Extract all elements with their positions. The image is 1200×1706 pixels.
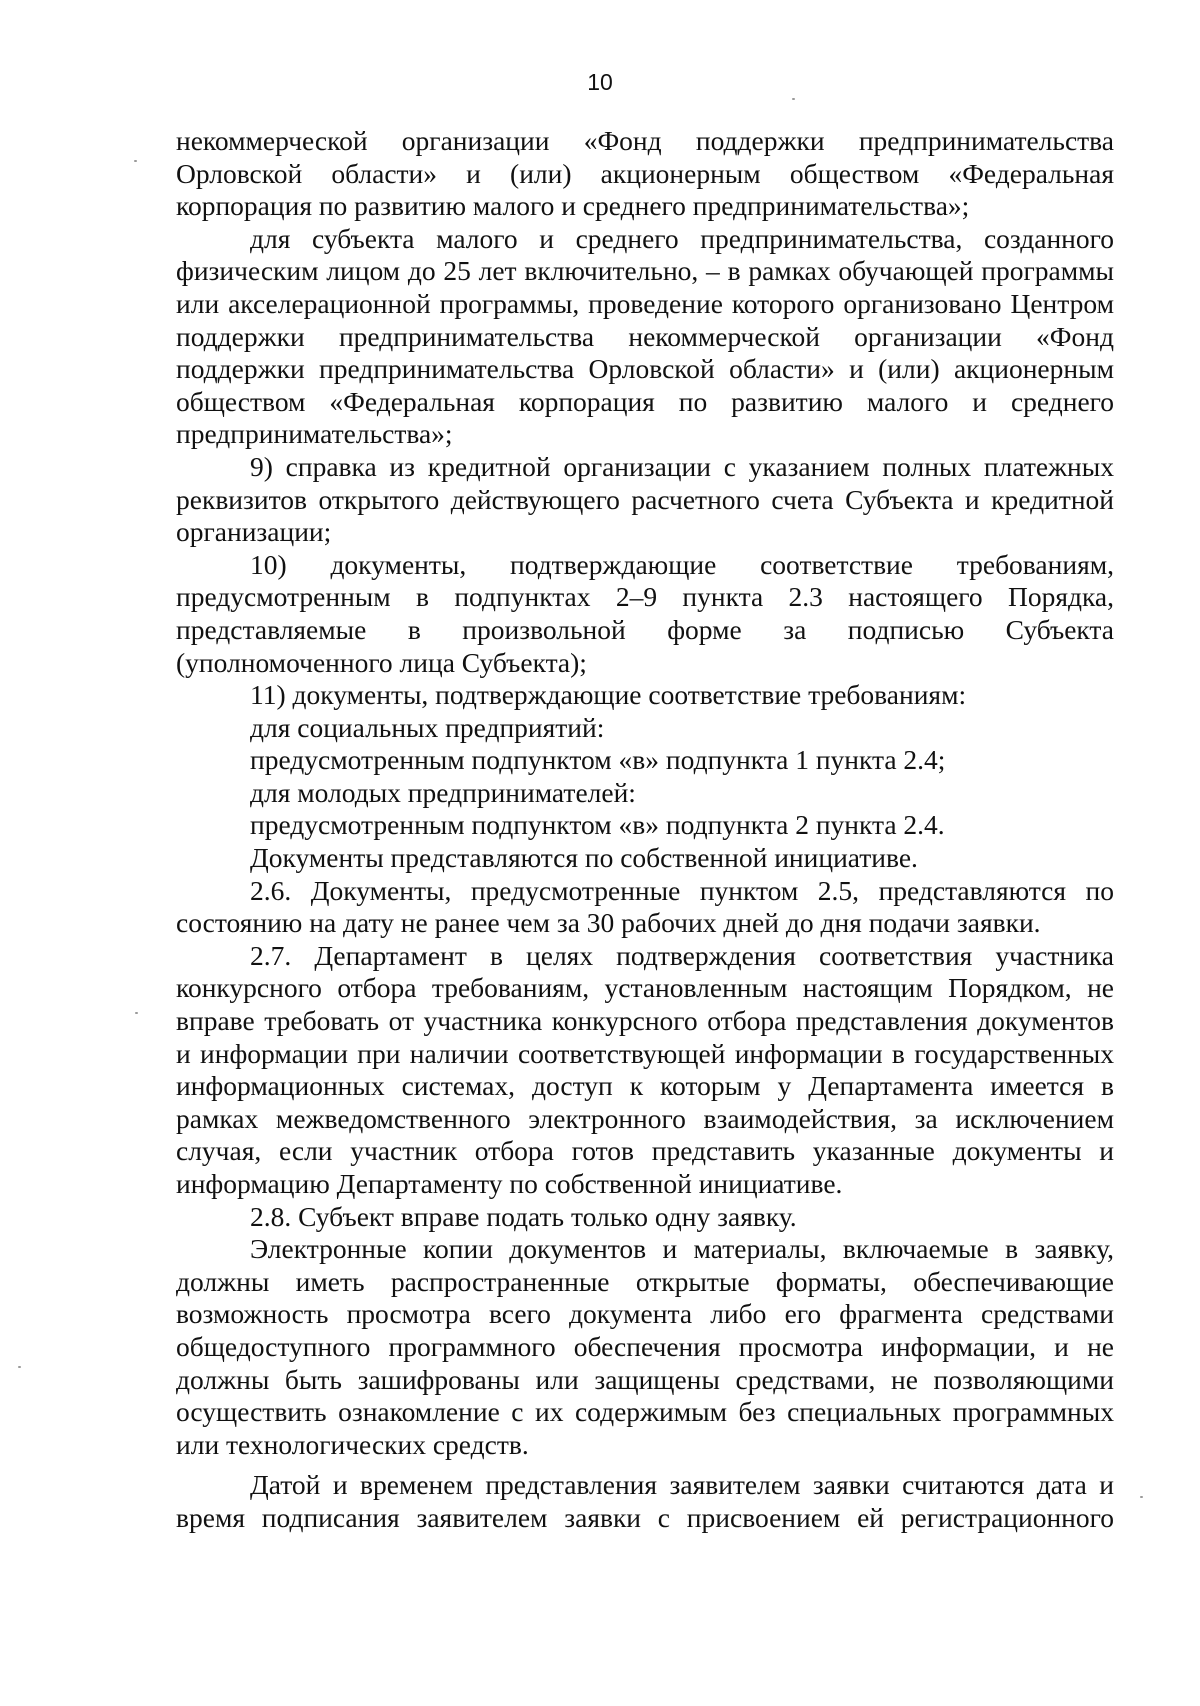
paragraph-item-10: 10) документы, подтверждающие соответствие требованиям, предусмотренным в подпунктах 2–9 пункта 2.3 настоящего Порядка, представляемые в произвольной форме за подписью Субъекта (уполномоченного лица Субъекта); (176, 548, 1114, 678)
scan-speck (1140, 1496, 1143, 1498)
paragraph-item-9: 9) справка из кредитной организации с указанием полных платежных реквизитов открытого действующего расчетного счета Субъекта и кредитной организации; (176, 450, 1114, 548)
paragraph-2-7: 2.7. Департамент в целях подтверждения соответствия участника конкурсного отбора требованиям, установленным настоящим Порядком, не вправе требовать от участника конкурсного отбора представления документов и информации при наличии соответствующей информации в государственных информационных системах, доступ к которым у Департамента имеется в рамках межведомственного электронного взаимодействия, за исключением случая, если участник отбора готов представить указанные документы и информацию Департаменту по собственной инициативе. (176, 939, 1114, 1199)
page-number: 10 (587, 69, 613, 95)
scan-speck (18, 1366, 21, 1368)
paragraph-date-time: Датой и временем представления заявителем заявки считаются дата и время подписания заявителем заявки с присвоением ей регистрационного (176, 1469, 1114, 1533)
paragraph-item-11: 11) документы, подтверждающие соответствие требованиям: (250, 679, 967, 711)
scan-speck (134, 160, 137, 162)
paragraph-social-enterprises: для социальных предприятий: (250, 711, 605, 743)
document-body (176, 125, 1114, 1535)
paragraph-subpoint-2: предусмотренным подпунктом «в» подпункта 2 пункта 2.4. (250, 809, 945, 841)
paragraph-continuation: некоммерческой организации «Фонд поддержки предпринимательства Орловской области» и (или) акционерным обществом «Федеральная корпорация по развитию малого и среднего предпринимательства»; (176, 125, 1114, 222)
paragraph-young-entrepreneurs: для молодых предпринимателей: (250, 776, 636, 808)
paragraph-2-8: 2.8. Субъект вправе подать только одну заявку. (250, 1200, 797, 1232)
paragraph-2-6: 2.6. Документы, предусмотренные пунктом 2.5, представляются по состоянию на дату не ранее чем за 30 рабочих дней до дня подачи заявки. (176, 874, 1114, 939)
scan-speck (135, 1012, 138, 1014)
paragraph-subpoint-1: предусмотренным подпунктом «в» подпункта 1 пункта 2.4; (250, 744, 946, 776)
paragraph-own-initiative: Документы представляются по собственной инициативе. (250, 842, 918, 874)
paragraph-young-entrepreneur: для субъекта малого и среднего предпринимательства, созданного физическим лицом до 25 лет включительно, – в рамках обучающей программы или акселерационной программы, проведение которого организовано Центром поддержки предпринимательства некоммерческой организации «Фонд поддержки предпринимательства Орловской области» и (или) акционерным обществом «Федеральная корпорация по развитию малого и среднего предпринимательства»; (176, 222, 1114, 450)
scan-speck (792, 98, 795, 100)
paragraph-electronic-copies: Электронные копии документов и материалы, включаемые в заявку, должны иметь распространенные открытые форматы, обеспечивающие возможность просмотра всего документа либо его фрагмента средствами общедоступного программного обеспечения просмотра информации, и не должны быть зашифрованы или защищены средствами, не позволяющими осуществить ознакомление с их содержимым без специальных программных или технологических средств. (176, 1233, 1114, 1460)
